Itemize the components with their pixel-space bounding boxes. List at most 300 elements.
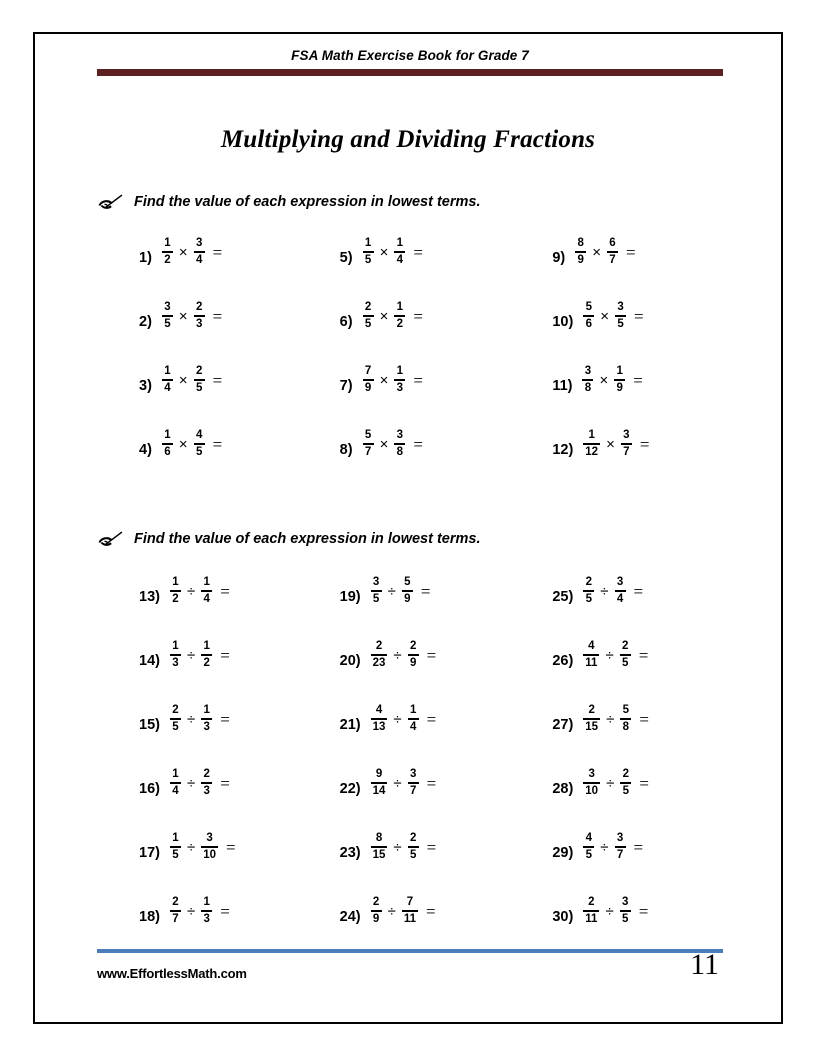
- fraction-right: [201, 769, 212, 797]
- denominator: 5: [195, 381, 203, 394]
- fraction-bar: [620, 910, 631, 912]
- fraction-bar: [201, 590, 212, 592]
- problem-expression: [582, 641, 648, 669]
- problem-number: 29): [552, 845, 574, 861]
- numerator: 1: [396, 237, 404, 249]
- equals-sign: =: [413, 434, 423, 454]
- division-operator: ÷: [387, 582, 396, 600]
- problem-item: [306, 302, 515, 366]
- fraction-bar: [615, 846, 626, 848]
- problem-number: 15): [139, 717, 160, 733]
- equals-sign: =: [633, 370, 643, 390]
- fraction-bar: [408, 846, 419, 848]
- numerator: 1: [172, 640, 179, 652]
- problem-number: 24): [339, 909, 361, 925]
- page-title: Multiplying and Dividing Fractions: [220, 126, 596, 153]
- division-operator: ÷: [600, 582, 609, 600]
- numerator: 6: [609, 237, 616, 249]
- problem-number: 2): [139, 314, 152, 330]
- denominator: 5: [172, 848, 179, 861]
- problem-item: [306, 577, 515, 641]
- footer-website: www.EffortlessMath.com: [97, 966, 247, 981]
- equals-sign: =: [639, 434, 650, 454]
- problem-number: 16): [139, 781, 160, 797]
- denominator: 4: [164, 381, 171, 394]
- problem-number: 25): [552, 589, 574, 605]
- numerator: 8: [577, 237, 584, 249]
- problem-number: 30): [552, 909, 574, 925]
- fraction-bar: [408, 718, 419, 720]
- problem-expression: [581, 366, 642, 394]
- equals-sign: =: [220, 581, 230, 601]
- fraction-left: [162, 430, 173, 458]
- problem-expression: [582, 897, 648, 925]
- denominator: 7: [409, 784, 417, 797]
- problem-item: [514, 705, 723, 769]
- equals-sign: =: [226, 837, 236, 857]
- division-operator: ÷: [186, 774, 196, 792]
- fraction-bar: [583, 590, 594, 592]
- problem-expression: [169, 577, 230, 605]
- fraction-bar: [394, 443, 405, 445]
- fraction-right: [607, 238, 618, 266]
- numerator: 3: [206, 832, 213, 844]
- equals-sign: =: [413, 242, 423, 262]
- denominator: 14: [372, 784, 386, 797]
- denominator: 7: [364, 445, 372, 458]
- fraction-left: [371, 833, 388, 861]
- problem-row: [97, 705, 723, 769]
- numerator: 2: [409, 832, 417, 844]
- numerator: 2: [195, 365, 203, 377]
- numerator: 3: [164, 301, 171, 313]
- denominator: 3: [203, 912, 210, 925]
- problem-expression: [362, 430, 423, 458]
- denominator: 2: [203, 656, 210, 669]
- problem-item: [306, 705, 515, 769]
- problem-expression: [169, 705, 230, 733]
- denominator: 8: [396, 445, 404, 458]
- equals-sign: =: [638, 645, 649, 665]
- multiplication-operator: ×: [178, 435, 188, 453]
- denominator: 9: [409, 656, 417, 669]
- problem-number: 9): [552, 250, 566, 266]
- problem-item: [97, 302, 306, 366]
- denominator: 3: [396, 381, 404, 394]
- problem-item: [306, 366, 515, 430]
- problem-expression: [574, 238, 635, 266]
- fraction-right: [402, 577, 413, 605]
- fraction-left: [170, 577, 181, 605]
- quill-pen-icon: [97, 529, 123, 549]
- fraction-bar: [170, 846, 181, 848]
- problem-expression: [169, 833, 236, 861]
- fraction-left: [582, 366, 593, 394]
- fraction-right: [394, 366, 405, 394]
- numerator: 3: [623, 429, 630, 441]
- problem-item: [514, 238, 723, 302]
- division-operator: ÷: [605, 902, 614, 920]
- fraction-bar: [170, 590, 181, 592]
- problem-number: 14): [139, 653, 160, 669]
- fraction-bar: [363, 443, 374, 445]
- fraction-left: [162, 302, 173, 330]
- numerator: 1: [172, 768, 179, 780]
- fraction-left: [583, 577, 594, 605]
- problem-number: 8): [339, 442, 353, 458]
- equals-sign: =: [633, 837, 644, 857]
- fraction-right: [615, 302, 626, 330]
- numerator: 1: [172, 832, 179, 844]
- denominator: 7: [609, 253, 616, 266]
- denominator: 7: [623, 445, 630, 458]
- division-operator: ÷: [606, 710, 615, 728]
- numerator: 4: [375, 704, 383, 716]
- fraction-left: [583, 833, 594, 861]
- numerator: 3: [409, 768, 417, 780]
- fraction-bar: [162, 443, 173, 445]
- fraction-right: [201, 833, 218, 861]
- fraction-left: [162, 238, 173, 266]
- equals-sign: =: [625, 242, 636, 262]
- fraction-right: [615, 833, 626, 861]
- problem-item: [306, 769, 515, 833]
- numerator: 2: [375, 640, 383, 652]
- equals-sign: =: [426, 901, 436, 921]
- division-operator: ÷: [605, 646, 614, 664]
- division-operator: ÷: [186, 646, 196, 664]
- problem-expression: [582, 577, 643, 605]
- fraction-right: [394, 430, 405, 458]
- fraction-bar: [371, 910, 382, 912]
- numerator: 7: [406, 896, 414, 908]
- denominator: 10: [203, 848, 216, 861]
- fraction-bar: [607, 251, 618, 253]
- denominator: 3: [203, 720, 210, 733]
- numerator: 5: [364, 429, 372, 441]
- numerator: 2: [195, 301, 203, 313]
- fraction-bar: [170, 718, 181, 720]
- fraction-right: [402, 897, 418, 925]
- numerator: 1: [164, 429, 171, 441]
- fraction-left: [583, 302, 594, 330]
- fraction-bar: [614, 379, 625, 381]
- numerator: 1: [164, 237, 171, 249]
- fraction-bar: [583, 443, 600, 445]
- fraction-left: [583, 430, 600, 458]
- division-operator: ÷: [606, 774, 615, 792]
- fraction-right: [394, 238, 405, 266]
- problem-number: 20): [339, 653, 361, 669]
- fraction-bar: [575, 251, 586, 253]
- problem-number: 3): [139, 378, 152, 394]
- numerator: 1: [203, 576, 210, 588]
- equals-sign: =: [212, 370, 223, 390]
- fraction-bar: [363, 315, 374, 317]
- fraction-right: [620, 705, 631, 733]
- problem-number: 18): [139, 909, 160, 925]
- numerator: 3: [584, 365, 592, 377]
- fraction-left: [363, 302, 374, 330]
- fraction-bar: [371, 654, 388, 656]
- denominator: 5: [409, 848, 417, 861]
- denominator: 4: [195, 253, 203, 266]
- numerator: 1: [396, 365, 404, 377]
- problem-item: [97, 833, 306, 897]
- numerator: 1: [203, 704, 210, 716]
- fraction-right: [620, 897, 631, 925]
- division-operator: ÷: [393, 838, 402, 856]
- fraction-bar: [583, 782, 600, 784]
- problem-number: 10): [552, 314, 574, 330]
- division-operator: ÷: [387, 902, 396, 920]
- equals-sign: =: [220, 901, 230, 921]
- fraction-left: [583, 897, 599, 925]
- problem-row: [97, 430, 723, 494]
- instruction-text: Find the value of each expression in lowest terms.: [134, 194, 481, 210]
- problem-expression: [161, 302, 222, 330]
- fraction-bar: [194, 379, 205, 381]
- fraction-bar: [371, 782, 388, 784]
- fraction-right: [194, 430, 205, 458]
- fraction-right: [194, 238, 205, 266]
- problem-item: [306, 430, 515, 494]
- problem-expression: [370, 769, 437, 797]
- fraction-bar: [394, 379, 405, 381]
- problem-expression: [161, 366, 222, 394]
- problem-number: 28): [552, 781, 574, 797]
- fraction-left: [371, 897, 382, 925]
- equals-sign: =: [212, 434, 223, 454]
- equals-sign: =: [413, 306, 423, 326]
- problem-number: 27): [552, 717, 574, 733]
- numerator: 1: [396, 301, 404, 313]
- problem-item: [97, 769, 306, 833]
- problem-expression: [362, 302, 423, 330]
- fraction-left: [583, 705, 600, 733]
- numerator: 1: [203, 640, 210, 652]
- problem-number: 23): [339, 845, 361, 861]
- division-operator: ÷: [600, 838, 609, 856]
- denominator: 8: [584, 381, 592, 394]
- multiplication-operator: ×: [599, 371, 609, 389]
- numerator: 7: [364, 365, 372, 377]
- fraction-right: [621, 430, 632, 458]
- fraction-right: [408, 705, 419, 733]
- fraction-right: [408, 833, 419, 861]
- fraction-right: [201, 577, 212, 605]
- problem-number: 12): [552, 442, 574, 458]
- page-header: [97, 48, 723, 76]
- fraction-bar: [583, 654, 599, 656]
- fraction-left: [170, 769, 181, 797]
- denominator: 5: [372, 592, 380, 605]
- problem-number: 4): [139, 442, 152, 458]
- problem-number: 13): [139, 589, 160, 605]
- equals-sign: =: [633, 581, 644, 601]
- numerator: 1: [172, 576, 179, 588]
- fraction-right: [194, 302, 205, 330]
- fraction-left: [575, 238, 586, 266]
- problem-expression: [582, 833, 643, 861]
- fraction-bar: [582, 379, 593, 381]
- fraction-bar: [162, 315, 173, 317]
- fraction-left: [363, 430, 374, 458]
- problem-expression: [370, 705, 437, 733]
- fraction-bar: [394, 251, 405, 253]
- problem-expression: [370, 577, 431, 605]
- denominator: 6: [585, 317, 592, 330]
- equals-sign: =: [426, 837, 437, 857]
- numerator: 5: [585, 301, 592, 313]
- multiplication-operator: ×: [178, 307, 188, 325]
- problem-number: 22): [339, 781, 361, 797]
- fraction-bar: [170, 654, 181, 656]
- equals-sign: =: [426, 709, 437, 729]
- problem-number: 26): [552, 653, 574, 669]
- division-operator: ÷: [186, 710, 196, 728]
- fraction-bar: [583, 315, 594, 317]
- denominator: 9: [372, 912, 380, 925]
- denominator: 5: [621, 912, 629, 925]
- book-title: FSA Math Exercise Book for Grade 7: [291, 48, 529, 63]
- equals-sign: =: [426, 773, 437, 793]
- problem-expression: [161, 238, 222, 266]
- fraction-bar: [201, 718, 212, 720]
- problem-item: [97, 366, 306, 430]
- numerator: 1: [203, 896, 210, 908]
- numerator: 3: [621, 896, 629, 908]
- numerator: 1: [588, 429, 595, 441]
- fraction-right: [201, 705, 212, 733]
- problem-expression: [169, 897, 230, 925]
- problem-item: [514, 833, 723, 897]
- numerator: 3: [588, 768, 595, 780]
- equals-sign: =: [634, 306, 644, 326]
- fraction-bar: [363, 251, 374, 253]
- problem-expression: [169, 641, 230, 669]
- numerator: 2: [172, 704, 179, 716]
- numerator: 1: [164, 365, 171, 377]
- quill-pen-icon: [97, 192, 123, 212]
- fraction-left: [170, 833, 181, 861]
- fraction-bar: [363, 379, 374, 381]
- problem-row: [97, 577, 723, 641]
- denominator: 7: [616, 848, 624, 861]
- denominator: 23: [372, 656, 386, 669]
- numerator: 2: [372, 896, 380, 908]
- numerator: 2: [203, 768, 210, 780]
- fraction-bar: [201, 910, 212, 912]
- problem-item: [514, 641, 723, 705]
- problem-number: 17): [139, 845, 160, 861]
- problem-item: [306, 238, 515, 302]
- fraction-left: [170, 705, 181, 733]
- multiplication-problems: [97, 238, 723, 494]
- division-operator: ÷: [186, 582, 196, 600]
- instruction-text: Find the value of each expression in lowest terms.: [134, 531, 481, 547]
- denominator: 5: [364, 317, 372, 330]
- equals-sign: =: [426, 645, 437, 665]
- fraction-bar: [162, 251, 173, 253]
- denominator: 2: [164, 253, 171, 266]
- numerator: 3: [396, 429, 404, 441]
- problem-item: [97, 430, 306, 494]
- problem-expression: [161, 430, 222, 458]
- problem-item: [514, 577, 723, 641]
- numerator: 2: [364, 301, 372, 313]
- numerator: 3: [616, 832, 624, 844]
- fraction-bar: [371, 718, 388, 720]
- problem-number: 1): [139, 250, 152, 266]
- multiplication-operator: ×: [592, 243, 601, 261]
- fraction-left: [170, 897, 181, 925]
- problem-number: 19): [339, 589, 361, 605]
- fraction-right: [201, 641, 212, 669]
- denominator: 7: [172, 912, 179, 925]
- denominator: 9: [616, 381, 623, 394]
- problem-row: [97, 833, 723, 897]
- fraction-bar: [583, 718, 600, 720]
- denominator: 9: [577, 253, 584, 266]
- denominator: 5: [621, 656, 629, 669]
- problem-number: 7): [339, 378, 353, 394]
- fraction-bar: [621, 443, 632, 445]
- fraction-bar: [615, 590, 626, 592]
- division-operator: ÷: [393, 646, 402, 664]
- fraction-bar: [620, 718, 631, 720]
- problem-item: [514, 302, 723, 366]
- fraction-bar: [583, 846, 594, 848]
- equals-sign: =: [220, 645, 230, 665]
- equals-sign: =: [420, 581, 431, 601]
- problem-number: 11): [552, 378, 573, 394]
- denominator: 15: [372, 848, 386, 861]
- numerator: 2: [588, 896, 595, 908]
- multiplication-operator: ×: [379, 371, 389, 389]
- denominator: 4: [396, 253, 404, 266]
- denominator: 4: [616, 592, 624, 605]
- fraction-bar: [583, 910, 599, 912]
- problem-number: 21): [339, 717, 361, 733]
- denominator: 5: [617, 317, 624, 330]
- denominator: 5: [195, 445, 203, 458]
- problem-item: [514, 430, 723, 494]
- denominator: 11: [403, 912, 417, 925]
- denominator: 5: [364, 253, 372, 266]
- numerator: 3: [617, 301, 624, 313]
- fraction-right: [620, 641, 631, 669]
- fraction-bar: [402, 910, 418, 912]
- worksheet-page: [33, 32, 783, 1024]
- fraction-right: [408, 769, 419, 797]
- problem-number: 6): [339, 314, 353, 330]
- problem-expression: [582, 769, 649, 797]
- fraction-bar: [371, 590, 382, 592]
- fraction-right: [614, 366, 625, 394]
- fraction-left: [583, 641, 599, 669]
- problem-item: [97, 705, 306, 769]
- division-operator: ÷: [393, 710, 402, 728]
- multiplication-operator: ×: [178, 243, 188, 261]
- fraction-bar: [201, 654, 212, 656]
- instruction-line-1: [97, 192, 481, 212]
- fraction-right: [615, 577, 626, 605]
- problem-item: [97, 641, 306, 705]
- problem-item: [514, 769, 723, 833]
- multiplication-operator: ×: [606, 435, 615, 453]
- denominator: 5: [585, 592, 592, 605]
